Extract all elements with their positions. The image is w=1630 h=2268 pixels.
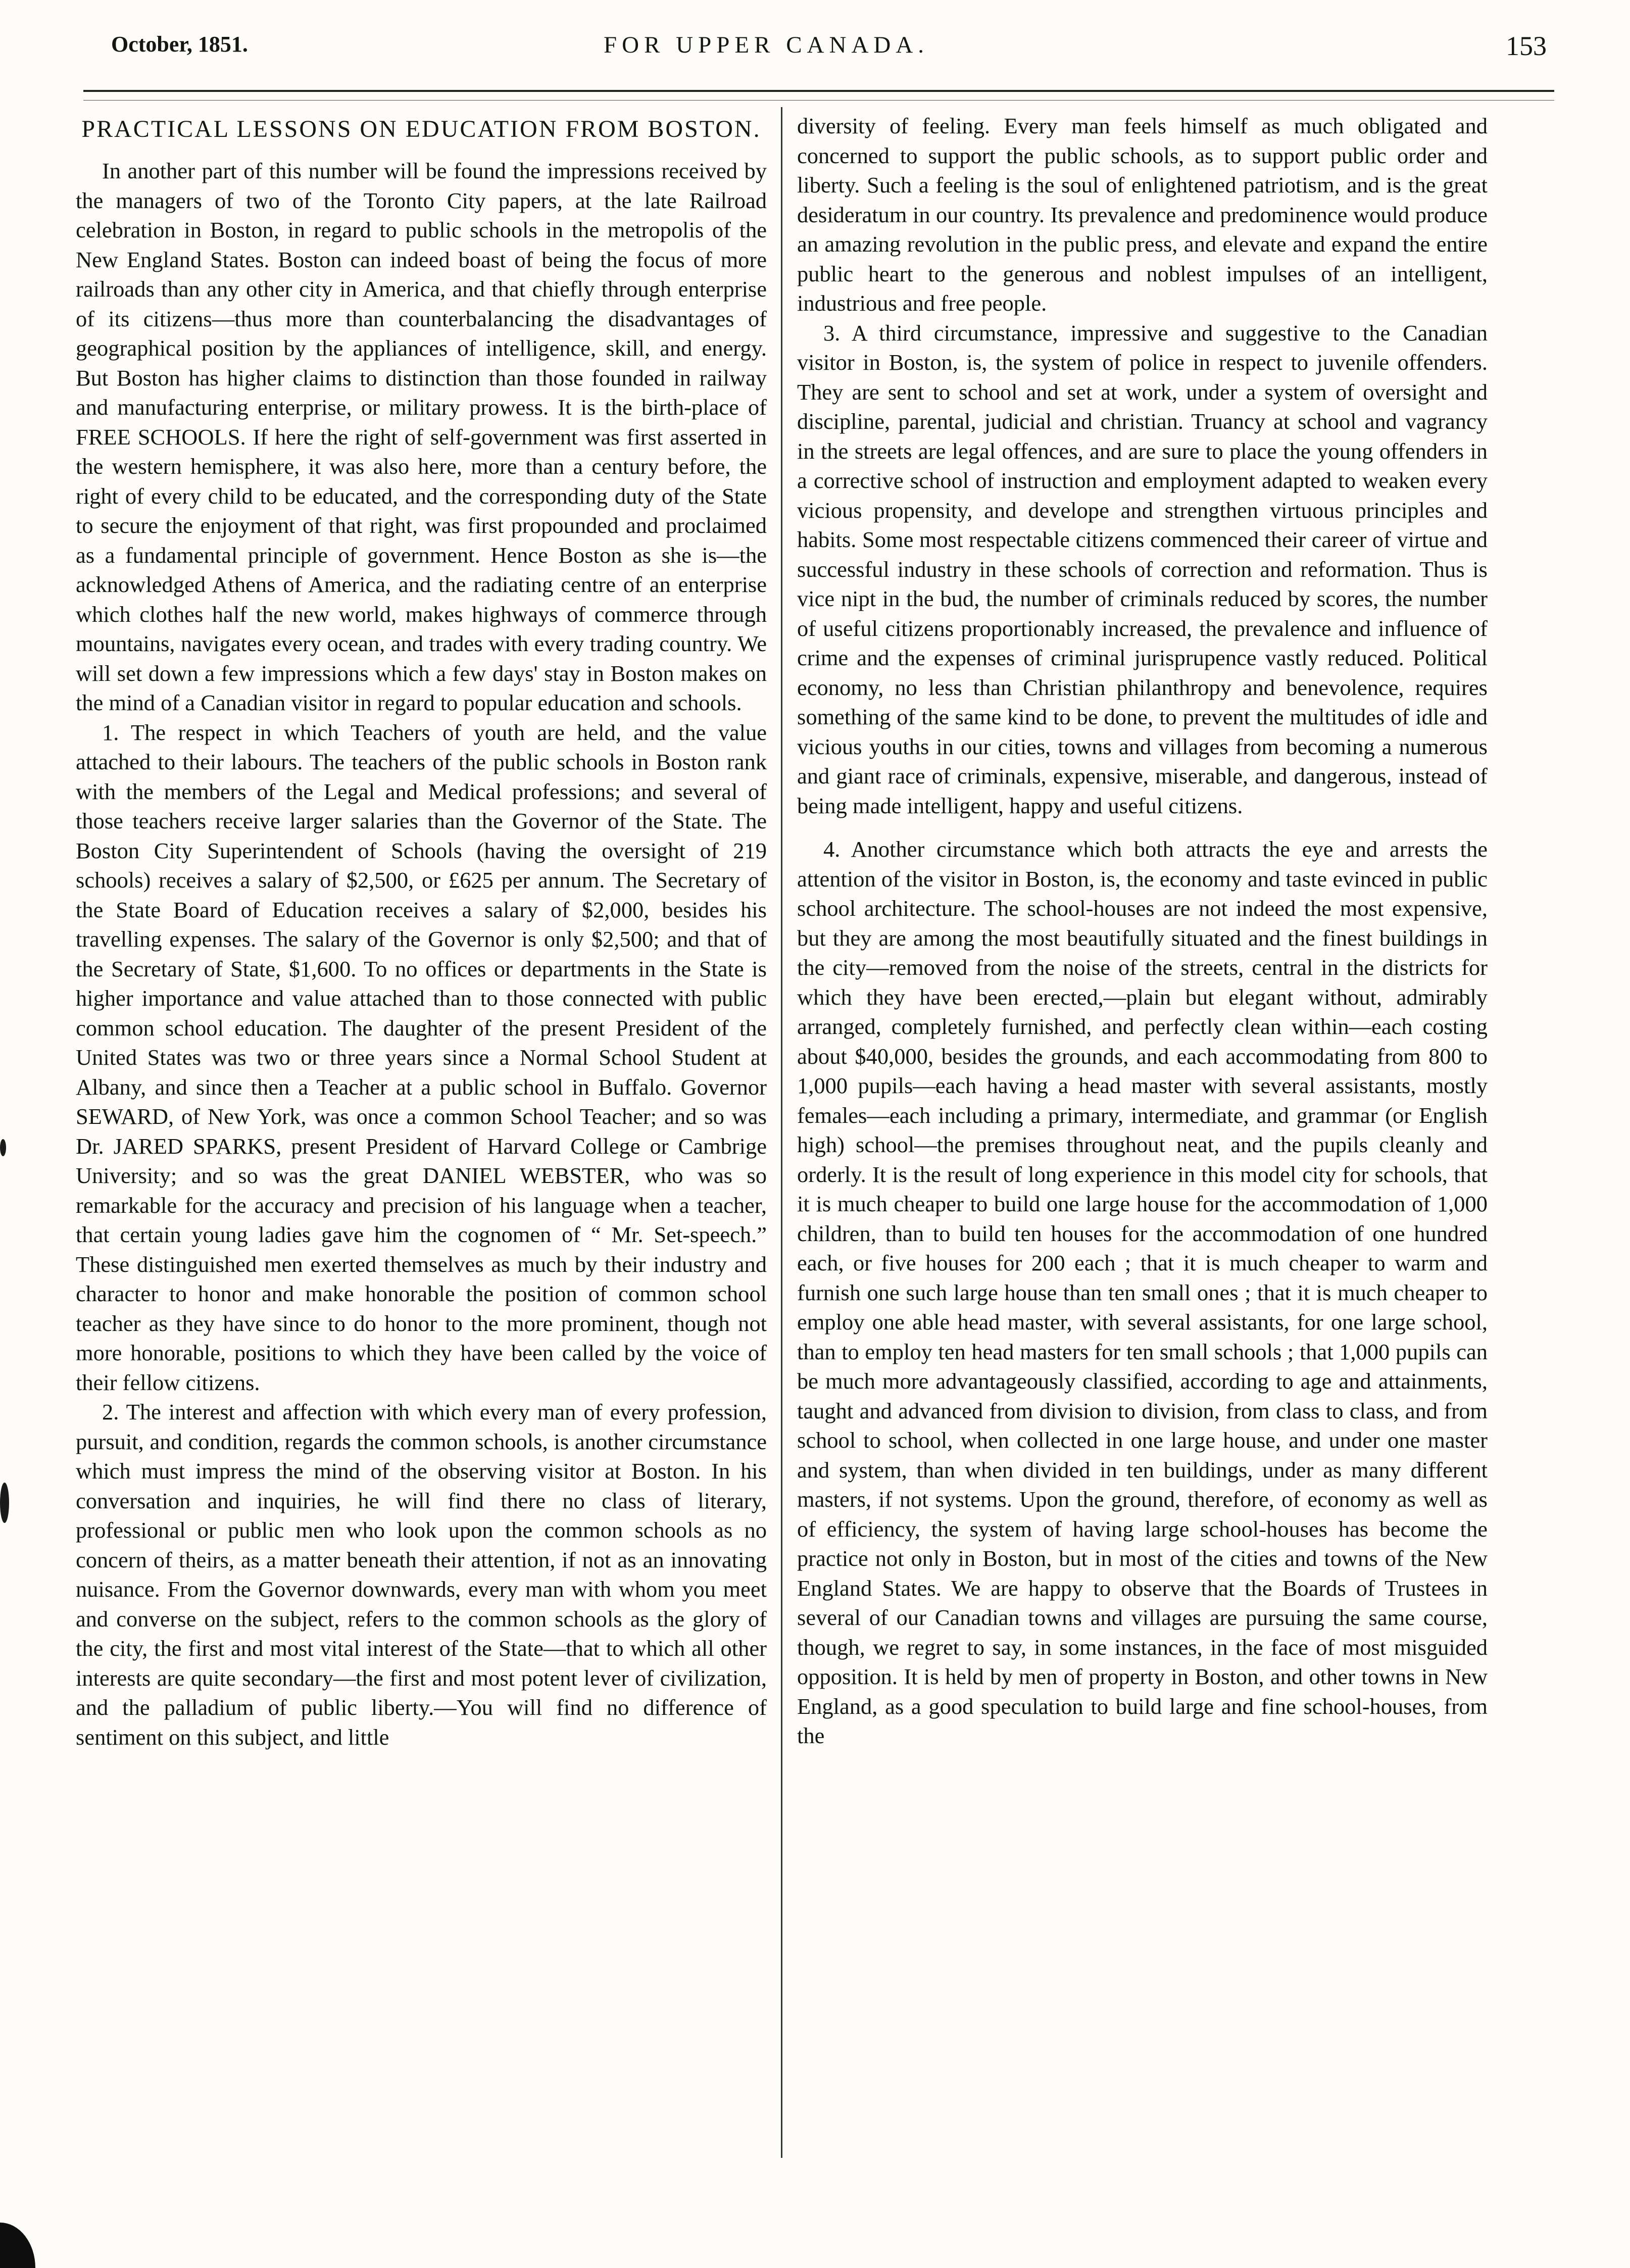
column-divider (781, 107, 782, 2158)
paragraph-point-3: 3. A third circumstance, impressive and suggestive to the Canadian visitor in Boston, is, the system of police in respect to juvenile offenders. They are sent to school and set at work, under a system of oversight and discipline, parental, judicial and christian. Truancy at school and vagrancy in the streets are legal offences, and are sure to place the young offenders in a corrective school of instruction and employment adapted to weaken every vicious propensity, and develope and strengthen virtuous principles and habits. Some most respectable citizens commenced their career of virtue and successful industry in these schools of correction and reformation. Thus is vice nipt in the bud, the number of criminals reduced by scores, the number of useful citizens proportionably increased, the prevalence and influence of crime and the expenses of criminal jurisprupence vastly reduced. Political economy, no less than Christian philanthropy and benevolence, requires something of the same kind to be done, to prevent the multitudes of idle and vicious youths in our cities, towns and villages from becoming a numerous and giant race of criminals, expensive, miserable, and dangerous, instead of being made intelligent, happy and useful citizens. (797, 320, 1488, 818)
header-date: October, 1851. (111, 32, 248, 57)
page-number: 153 (1506, 31, 1547, 61)
article-title: PRACTICAL LESSONS ON EDUCATION FROM BOSTON. (81, 116, 761, 142)
paragraph-intro: In another part of this number will be found the impressions received by the managers of two of the Toronto City papers, at the late Railroad celebration in Boston, in regard to public schools in the metropolis of the New England States. Boston can indeed boast of being the focus of more railroads than any other city in America, and that chiefly through enterprise of its citizens—thus more than counterbalancing the disadvantages of geographical position by the appliances of intelligence, skill, and energy. But Boston has higher claims to distinction than those founded in railway and manufacturing enterprise, or military prowess. It is the birth-place of FREE SCHOOLS. If here the right of self-government was first asserted in the western hemisphere, it was also here, more than a century before, the right of every child to be educated, and the corresponding duty of the State to secure the enjoyment of that right, was first propounded and proclaimed as a fundamental principle of government. Hence Boston as she is—the acknowledged Athens of America, and the radiating centre of an enterprise which clothes half the new world, makes highways of commerce through mountains, navigates every ocean, and trades with every trading country. We will set down a few impressions which a few days' stay in Boston makes on the mind of a Canadian visitor in regard to popular education and schools. (76, 158, 767, 715)
paragraph-continued: diversity of feeling. Every man feels himself as much obligated and concerned to support the public schools, as to support public order and liberty. Such a feeling is the soul of enlightened patriotism, and is the great desideratum in our country. Its prevalence and predominence would produce an amazing revolution in the public press, and elevate and expand the entire public heart to the generous and noblest impulses of an intelligent, industrious and free people. (797, 113, 1488, 316)
scan-mark-lower (0, 1483, 9, 1523)
scan-mark-corner (0, 2223, 35, 2268)
header-title: FOR UPPER CANADA. (604, 32, 929, 58)
paragraph-point-1: 1. The respect in which Teachers of youth are held, and the value attached to their labours. The teachers of the public schools in Boston rank with the members of the Legal and Medical professions; and several of those teachers receive larger salaries than the Governor of the State. The Boston City Superintendent of Schools (having the oversight of 219 schools) receives a salary of $2,500, or £625 per annum. The Secretary of the State Board of Education receives a salary of $2,000, besides his travelling expenses. The salary of the Governor is only $2,500; and that of the Secretary of State, $1,600. To no offices or departments in the State is higher importance and value attached than to those connected with public common school education. The daughter of the present President of the United States was two or three years since a Normal School Student at Albany, and since then a Teacher at a public school in Buffalo. Governor SEWARD, of New York, was once a common School Teacher; and so was Dr. JARED SPARKS, present President of Harvard College or Cambrige University; and so was the great DANIEL WEBSTER, who was so remarkable for the accuracy and precision of his language when a teacher, that certain young ladies gave him the cognomen of “ Mr. Set-speech.” These distinguished men exerted themselves as much by their industry and character to honor and make honorable the position of common school teacher as they have since to do honor to the more prominent, though not more honorable, positions to which they have been called by the voice of their fellow citizens. (76, 719, 767, 1395)
running-header (98, 26, 1552, 70)
paragraph-point-4: 4. Another circumstance which both attracts the eye and arrests the attention of the visitor in Boston, is, the economy and taste evinced in public school architecture. The school-houses are not indeed the most expensive, but they are among the most beautifully situated and the finest buildings in the city—removed from the noise of the streets, central in the districts for which they have been erected,—plain but elegant without, admirably arranged, completely furnished, and perfectly clean within—each costing about $40,000, besides the grounds, and each accommodating from 800 to 1,000 pupils—each having a head master with several assistants, mostly females—each including a primary, intermediate, and grammar (or English high) school—the premises throughout neat, and the pupils cleanly and orderly. It is the result of long experience in this model city for schools, that it is much cheaper to build one large house for the accommodation of 1,000 children, than to build ten houses for the accommodation of one hundred each, or five houses for 200 each ; that it is much cheaper to warm and furnish one such large house than ten small ones ; that it is much cheaper to employ one able head master, with several assistants, for one large school, than to employ ten head masters for ten small schools ; that 1,000 pupils can be much more advantageously classified, according to age and attainments, taught and advanced from division to division, from class to class, and from school to school, when collected in one large house, and under one master and system, than when divided in ten buildings, under as many different masters, if not systems. Upon the ground, therefore, of economy as well as of efficiency, the system of having large school-houses has become the practice not only in Boston, but in most of the cities and towns of the New England States. We are happy to observe that the Boards of Trustees in several of our Canadian towns and villages are pursuing the same course, though, we regret to say, in some instances, in the face of most misguided opposition. It is held by men of property in Boston, and other towns in New England, as a good speculation to build large and fine school-houses, from the (797, 836, 1488, 1748)
right-column (797, 111, 1488, 1751)
header-rule (83, 90, 1554, 101)
left-column (76, 111, 767, 1752)
scan-mark-upper (0, 1139, 6, 1156)
paragraph-point-2: 2. The interest and affection with which every man of every profession, pursuit, and condition, regards the common schools, is another circumstance which must impress the mind of the observing visitor at Boston. In his conversation and inquiries, he will find there no class of literary, professional or public men who look upon the common schools as no concern of theirs, as a matter beneath their attention, if not as an innovating nuisance. From the Governor downwards, every man with whom you meet and converse on the subject, refers to the common schools as the glory of the city, the first and most vital interest of the State—that to which all other interests are quite secondary—the first and most potent lever of civilization, and the palladium of public liberty.—You will find no difference of sentiment on this subject, and little (76, 1399, 767, 1750)
